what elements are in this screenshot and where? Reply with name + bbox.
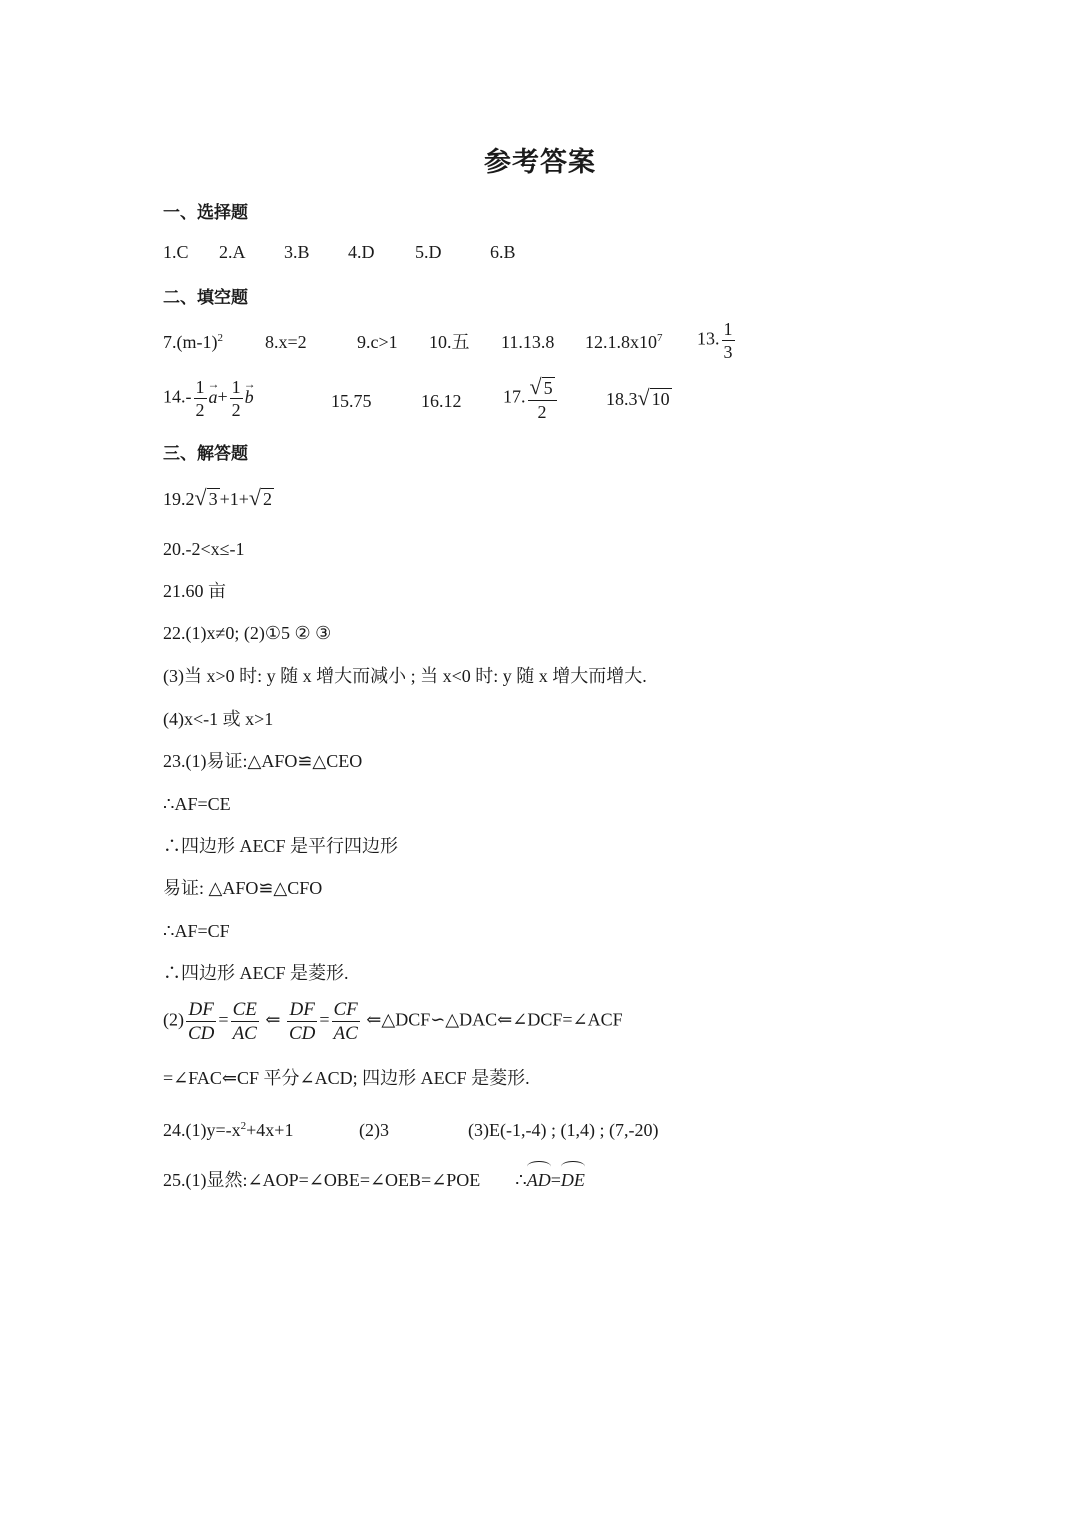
answer-4: 4.D	[348, 242, 375, 262]
answer-22-3: (3)当 x>0 时: y 随 x 增大而减小 ; 当 x<0 时: y 随 x 增大而增大.	[163, 666, 647, 686]
answer-21: 21.60 亩	[163, 581, 226, 601]
answer-23-1: 23.(1)易证:△AFO≌△CEO	[163, 751, 363, 771]
answer-23-5: ∴AF=CF	[163, 921, 230, 941]
answer-2: 2.A	[219, 242, 246, 262]
answer-5: 5.D	[415, 242, 442, 262]
answer-9: 9.c>1	[357, 332, 398, 352]
answer-23-6: ∴四边形 AECF 是菱形.	[163, 963, 349, 983]
vector-b: → b	[245, 385, 254, 409]
answer-18: 18.3√ 10	[606, 385, 670, 410]
answer-6: 6.B	[490, 242, 516, 262]
answer-23-3: ∴四边形 AECF 是平行四边形	[163, 836, 399, 856]
section-heading-solve: 三、解答题	[163, 444, 248, 464]
answer-24-1: $24.(1)y=-x^2+4x+1$	[163, 1120, 294, 1140]
answer-1: 1.C	[163, 242, 189, 262]
answer-17: 17. $\frac{√ 5}{2}$	[503, 376, 559, 421]
section-heading-choice: 一、选择题	[163, 203, 248, 223]
answer-25: 25.(1)显然:∠AOP=∠OBE=∠OEB=∠POE ∴AD=DE	[163, 1170, 585, 1190]
answer-11: 11.13.8	[501, 332, 555, 352]
arc-de: DE	[560, 1170, 585, 1190]
answer-14: 14.- $\frac{1}{2}$ → a+ $\frac{1}{2}$ → b	[163, 378, 254, 419]
answer-23-2: ∴AF=CE	[163, 794, 231, 814]
answer-10: 10.五	[429, 332, 470, 352]
answer-15: 15.75	[331, 391, 372, 411]
answer-19: 19.2√ 3 +1+√ 2	[163, 485, 272, 510]
answer-23-4: 易证: △AFO≌△CFO	[163, 878, 323, 898]
page-title: 参考答案	[484, 147, 596, 178]
vector-a: → a	[209, 385, 218, 409]
section-heading-fill: 二、填空题	[163, 288, 248, 308]
arc-ad: AD	[526, 1170, 551, 1190]
answer-12: $12.1.8x10^7$	[585, 332, 663, 352]
answer-24-3: (3)E(-1,-4) ; (1,4) ; (7,-20)	[468, 1120, 659, 1140]
answer-16: 16.12	[421, 391, 462, 411]
answer-22-1: 22.(1)x≠0; (2)①5 ② ③	[163, 623, 332, 643]
answer-23-part2: (2) $\frac{DF}{CD}$ = $\frac{CE}{AC}$ ⇐ $\frac{DF}{CD}$ = $\frac{CF}{AC}$ ⇐△DCF∽△DAC⇐∠DCF=∠ACF	[163, 999, 623, 1044]
answer-24-2: (2)3	[359, 1120, 389, 1140]
answer-20: 20.-2<x≤-1	[163, 539, 245, 559]
answer-3: 3.B	[284, 242, 310, 262]
answer-23-part2-line2: =∠FAC⇐CF 平分∠ACD; 四边形 AECF 是菱形.	[163, 1068, 530, 1088]
answer-13: 13. $\frac{1}{3}$	[697, 319, 733, 362]
answer-7: $7.(m-1)^2$	[163, 332, 223, 352]
answer-8: 8.x=2	[265, 332, 307, 352]
answer-22-4: (4)x<-1 或 x>1	[163, 709, 274, 729]
